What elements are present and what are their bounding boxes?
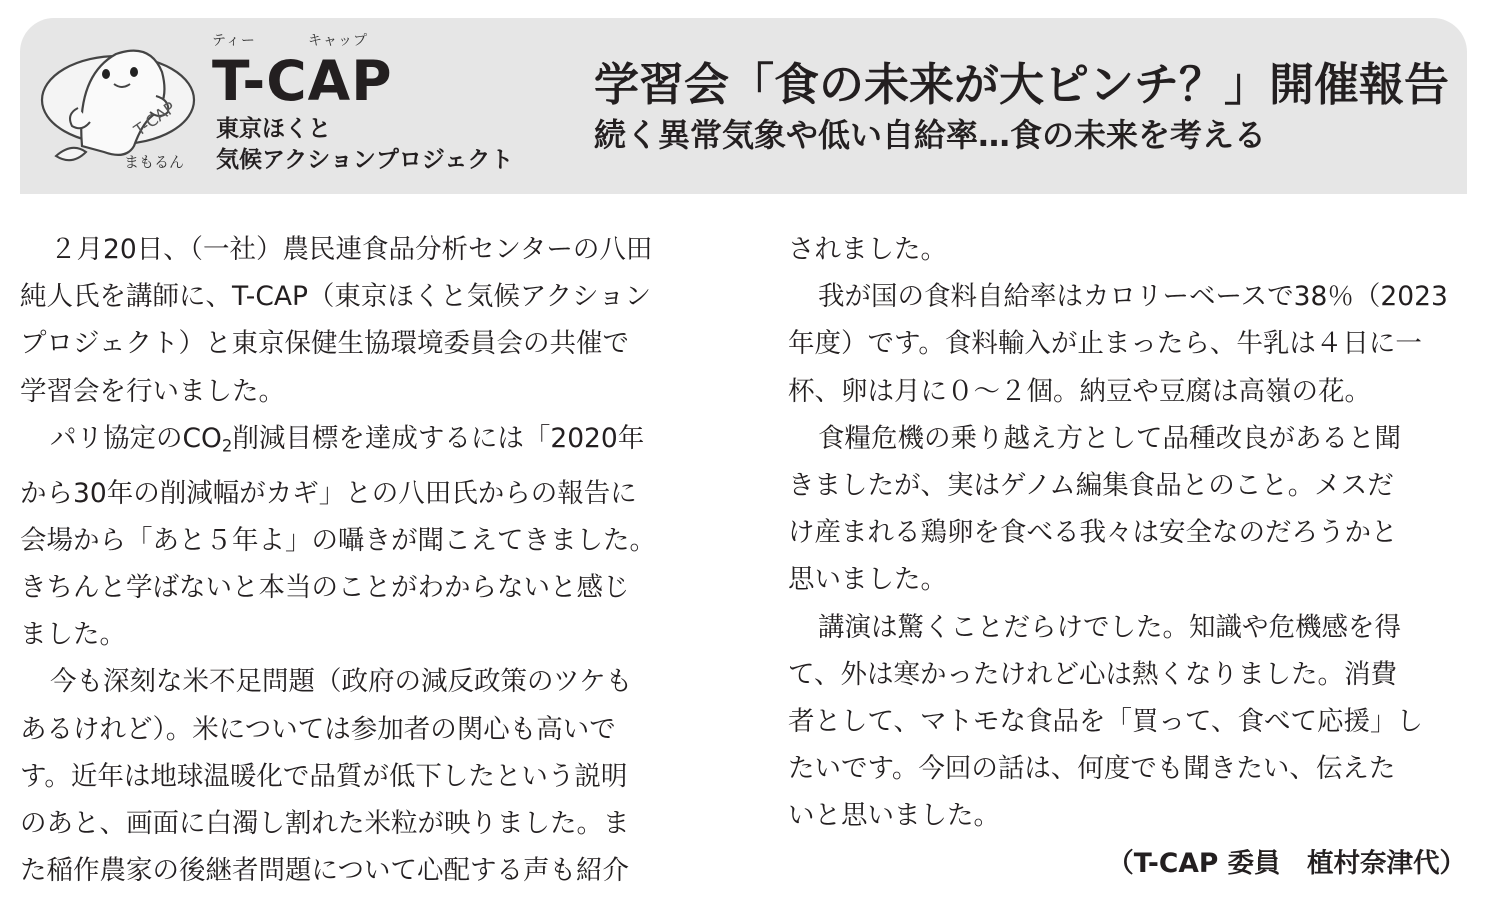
text-line: のあと、画面に白濁し割れた米粒が映りました。ま — [20, 808, 630, 840]
text-line: から30年の削減幅がカギ」との八田氏からの報告に — [20, 477, 637, 509]
furigana-t: ティー — [212, 33, 256, 49]
text-line: け産まれる鶏卵を食べる我々は安全なのだろうかと — [788, 517, 1398, 549]
text-line: 今も深刻な米不足問題（政府の減反政策のツケも — [50, 666, 633, 698]
text-line: たいです。今回の話は、何度でも聞きたい、伝えた — [788, 753, 1396, 785]
text-line: ました。 — [20, 619, 126, 651]
text-line: 思いました。 — [788, 564, 947, 596]
article-column-right — [788, 226, 1478, 887]
text-line: きましたが、実はゲノム編集食品とのこと。メスだ — [788, 470, 1394, 502]
text-line: た稲作農家の後継者問題について心配する声も紹介 — [20, 855, 629, 887]
article-title: 学習会「食の未来が大ピンチ？」開催報告 — [594, 58, 1450, 111]
mascot-badge-text: T-CAP — [130, 97, 179, 140]
text-line: プロジェクト）と東京保健生協環境委員会の共催で — [20, 328, 629, 360]
mascot-name: まもるん — [124, 153, 185, 171]
text-line: 純人氏を講師に、T-CAP（東京ほくと気候アクション — [20, 281, 652, 313]
brand-subtitle — [216, 114, 513, 176]
article-subtitle: 続く異常気象や低い自給率…食の未来を考える — [594, 116, 1267, 154]
text-line: 会場から「あと５年よ」の囁きが聞こえてきました。 — [20, 524, 656, 556]
author-signature: （T-CAP 委員 植村奈津代） — [1107, 847, 1466, 879]
brand-subtitle-line-1: 東京ほくと — [216, 116, 331, 142]
text-line: 食糧危機の乗り越え方として品種改良があると聞 — [818, 422, 1401, 454]
subscript-2: 2 — [221, 436, 233, 456]
text-line: あるけれど）。米については参加者の関心も高いで — [20, 713, 616, 745]
text-fragment: 削減目標を達成するには「2020年 — [232, 422, 645, 454]
article-column-left — [20, 226, 710, 894]
text-line: 年度）です。食料輸入が止まったら、牛乳は４日に一 — [788, 328, 1422, 360]
text-line: 我が国の食料自給率はカロリーベースで38％（2023 — [818, 281, 1448, 313]
text-line: て、外は寒かったけれど心は熱くなりました。消費 — [788, 658, 1397, 690]
text-line: 学習会を行いました。 — [20, 375, 285, 407]
text-line-co2 — [20, 415, 710, 470]
text-line: ２月20日、（一社）農民連食品分析センターの八田 — [50, 234, 653, 265]
text-line: 者として、マトモな食品を「買って、食べて応援」し — [788, 706, 1423, 738]
text-line: いと思いました。 — [788, 800, 1000, 832]
text-line: されました。 — [788, 234, 947, 265]
text-line: 講演は驚くことだらけでした。知識や危機感を得 — [818, 611, 1401, 643]
text-line: 杯、卵は月に０～２個。納豆や豆腐は高嶺の花。 — [788, 375, 1371, 407]
furigana-cap: キャップ — [308, 33, 368, 49]
text-line: きちんと学ばないと本当のことがわからないと感じ — [20, 572, 630, 604]
brand-subtitle-line-2: 気候アクションプロジェクト — [216, 147, 514, 173]
text-fragment: パリ協定のCO — [50, 422, 222, 454]
brand-name: T-CAP — [212, 49, 393, 113]
text-line: す。近年は地球温暖化で品質が低下したという説明 — [20, 760, 628, 792]
